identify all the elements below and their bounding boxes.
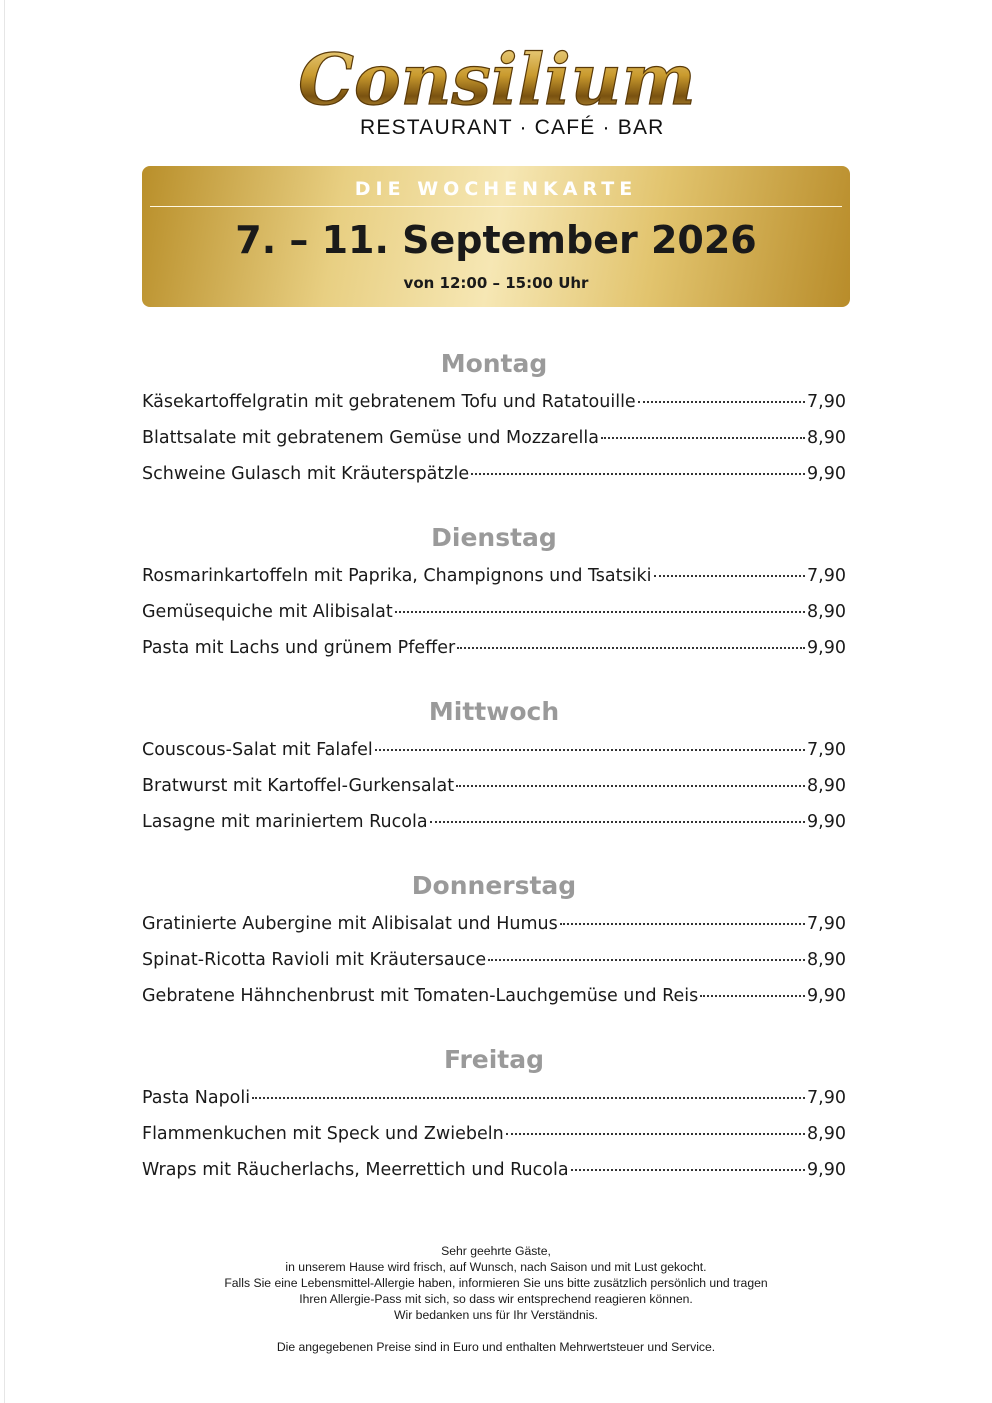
dot-leader [506,1133,805,1135]
menu-item-price: 9,90 [807,812,846,832]
weekly-menu [142,344,846,1188]
week-banner [142,166,850,307]
dot-leader [252,1097,805,1099]
dot-leader [471,473,805,475]
day-heading: Mittwoch [428,697,560,726]
dot-leader [654,575,806,577]
footer-note [0,1243,992,1355]
menu-item-price: 7,90 [807,566,846,586]
day-heading: Freitag [443,1045,545,1074]
dot-leader [638,401,805,403]
dot-leader [571,1169,805,1171]
menu-item-name: Couscous-Salat mit Falafel [142,740,373,760]
banner-hours: von 12:00 – 15:00 Uhr [403,274,589,292]
menu-item-name: Schweine Gulasch mit Kräuterspätzle [142,464,470,484]
menu-item-price: 7,90 [807,1088,846,1108]
dot-leader [601,437,805,439]
menu-item-name: Flammenkuchen mit Speck und Zwiebeln [142,1124,504,1144]
footer-line: Wir bedanken uns für Ihr Verständnis. [394,1308,598,1322]
menu-item [142,456,846,492]
menu-item-name: Gratinierte Aubergine mit Alibisalat und Humus [142,914,558,934]
dot-leader [456,785,805,787]
menu-item-price: 7,90 [807,914,846,934]
day-section-mittwoch [142,692,846,840]
menu-item-price: 8,90 [807,1124,846,1144]
dot-leader [375,749,805,751]
menu-item [142,732,846,768]
day-section-dienstag [142,518,846,666]
dot-leader [430,821,805,823]
menu-item-name: Käsekartoffelgratin mit gebratenem Tofu und Ratatouille [142,392,636,412]
menu-item-name: Pasta mit Lachs und grünem Pfeffer [142,638,456,658]
banner-divider [150,206,842,207]
menu-item [142,942,846,978]
menu-item-price: 7,90 [807,740,846,760]
menu-item-name: Rosmarinkartoffeln mit Paprika, Champignons und Tsatsiki [142,566,652,586]
menu-item [142,804,846,840]
dot-leader [700,995,805,997]
menu-item-price: 8,90 [807,428,846,448]
banner-kicker: DIE WOCHENKARTE [354,178,638,200]
menu-item [142,1080,846,1116]
menu-item [142,558,846,594]
menu-item-name: Pasta Napoli [142,1088,251,1108]
day-section-montag [142,344,846,492]
menu-item [142,1152,846,1188]
dot-leader [457,647,805,649]
day-heading: Montag [440,349,548,378]
day-section-freitag [142,1040,846,1188]
page-edge [4,0,5,1403]
menu-item [142,420,846,456]
menu-item-price: 9,90 [807,1160,846,1180]
menu-item-name: Gebratene Hähnchenbrust mit Tomaten-Lauchgemüse und Reis [142,986,699,1006]
banner-date-range: 7. – 11. September 2026 [235,218,757,262]
menu-item-price: 8,90 [807,950,846,970]
menu-item [142,384,846,420]
menu-item-name: Gemüsequiche mit Alibisalat [142,602,393,622]
menu-item [142,768,846,804]
menu-item-price: 7,90 [807,392,846,412]
menu-item-price: 9,90 [807,638,846,658]
restaurant-logo [262,38,732,142]
menu-item-name: Spinat-Ricotta Ravioli mit Kräutersauce [142,950,487,970]
menu-item [142,906,846,942]
logo-subtitle: RESTAURANT · CAFÉ · BAR [360,116,665,139]
svg-text:Consilium: Consilium [298,38,696,121]
menu-item-name: Lasagne mit mariniertem Rucola [142,812,428,832]
day-heading: Dienstag [431,523,557,552]
dot-leader [395,611,805,613]
footer-line: Sehr geehrte Gäste, [441,1244,551,1258]
dot-leader [488,959,805,961]
logo-wordmark [262,38,732,122]
dot-leader [560,923,805,925]
menu-item-name: Bratwurst mit Kartoffel-Gurkensalat [142,776,455,796]
day-heading: Donnerstag [411,871,577,900]
menu-item [142,1116,846,1152]
menu-item [142,594,846,630]
menu-item-name: Wraps mit Räucherlachs, Meerrettich und Rucola [142,1160,569,1180]
menu-item-price: 8,90 [807,776,846,796]
menu-item [142,978,846,1014]
vat-note: Die angegebenen Preise sind in Euro und enthalten Mehrwertsteuer und Service. [276,1340,716,1354]
menu-item-price: 9,90 [807,986,846,1006]
footer-line: Falls Sie eine Lebensmittel-Allergie haben, informieren Sie uns bitte zusätzlich persönlich und tragen [224,1276,768,1290]
footer-line: Ihren Allergie-Pass mit sich, so dass wir entsprechend reagieren können. [299,1292,693,1306]
menu-item-name: Blattsalate mit gebratenem Gemüse und Mozzarella [142,428,599,448]
menu-item-price: 8,90 [807,602,846,622]
day-section-donnerstag [142,866,846,1014]
menu-item-price: 9,90 [807,464,846,484]
menu-item [142,630,846,666]
footer-line: in unserem Hause wird frisch, auf Wunsch, nach Saison und mit Lust gekocht. [285,1260,707,1274]
